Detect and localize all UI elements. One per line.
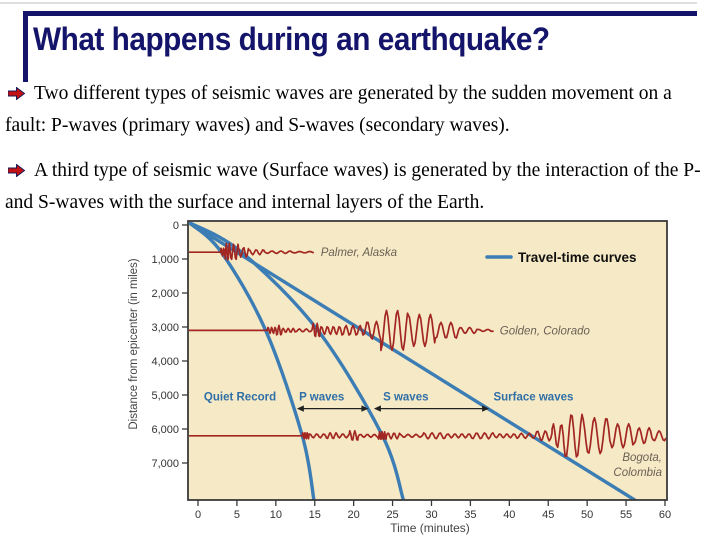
x-tick-label: 60	[658, 509, 672, 521]
wave-label-s-waves: S waves	[383, 391, 429, 404]
y-tick-label: 2,000	[151, 288, 179, 300]
station-label-text: Bogota,	[622, 452, 662, 464]
x-tick-label: 15	[308, 509, 321, 521]
x-axis-ticks	[195, 500, 671, 521]
x-tick-label: 45	[542, 509, 555, 521]
page-title: What happens during an earthquake?	[33, 21, 550, 57]
y-tick-label: 4,000	[151, 356, 179, 368]
x-tick-label: 35	[464, 509, 477, 521]
bullet-paragraph-text: Two different types of seismic waves are generated by the sudden movement on a fault: P-waves (primary waves) and S-waves (secondary waves).	[5, 83, 672, 136]
x-tick-label: 25	[386, 509, 399, 521]
x-tick-label: 10	[269, 509, 282, 521]
y-tick-label: 6,000	[151, 424, 179, 436]
y-tick-label: 1,000	[151, 254, 179, 266]
bullet-paragraph-text: A third type of seismic wave (Surface waves) is generated by the interaction of the P- and S-waves with the surface and internal layers of the Earth.	[5, 160, 701, 213]
wave-label-p-waves: P waves	[299, 391, 345, 404]
y-axis-ticks	[151, 220, 188, 470]
x-tick-label: 30	[425, 509, 438, 521]
x-tick-label: 40	[503, 509, 516, 521]
x-tick-label: 20	[347, 509, 360, 521]
station-label-text: Palmer, Alaska	[320, 247, 398, 260]
x-tick-label: 0	[194, 509, 202, 521]
wave-label-surface-waves: Surface waves	[493, 391, 574, 404]
station-label-text: Golden, Colorado	[499, 325, 590, 338]
legend-label: Travel-time curves	[518, 250, 637, 265]
y-tick-label: 3,000	[151, 322, 179, 334]
station-label-palmer-alaska	[321, 247, 397, 259]
station-label-text: Colombia	[613, 467, 662, 479]
x-tick-label: 55	[619, 509, 633, 521]
y-tick-label: 7,000	[151, 458, 179, 470]
wave-label-quiet-record: Quiet Record	[203, 391, 277, 404]
station-label-golden-colorado	[500, 325, 591, 337]
y-tick-label: 5,000	[151, 390, 179, 402]
x-tick-label: 5	[233, 509, 240, 521]
x-axis-label: Time (minutes)	[390, 521, 470, 535]
x-tick-label: 50	[581, 509, 594, 521]
y-axis-label: Distance from epicenter (in miles)	[128, 258, 140, 430]
y-tick-label: 0	[172, 220, 179, 232]
